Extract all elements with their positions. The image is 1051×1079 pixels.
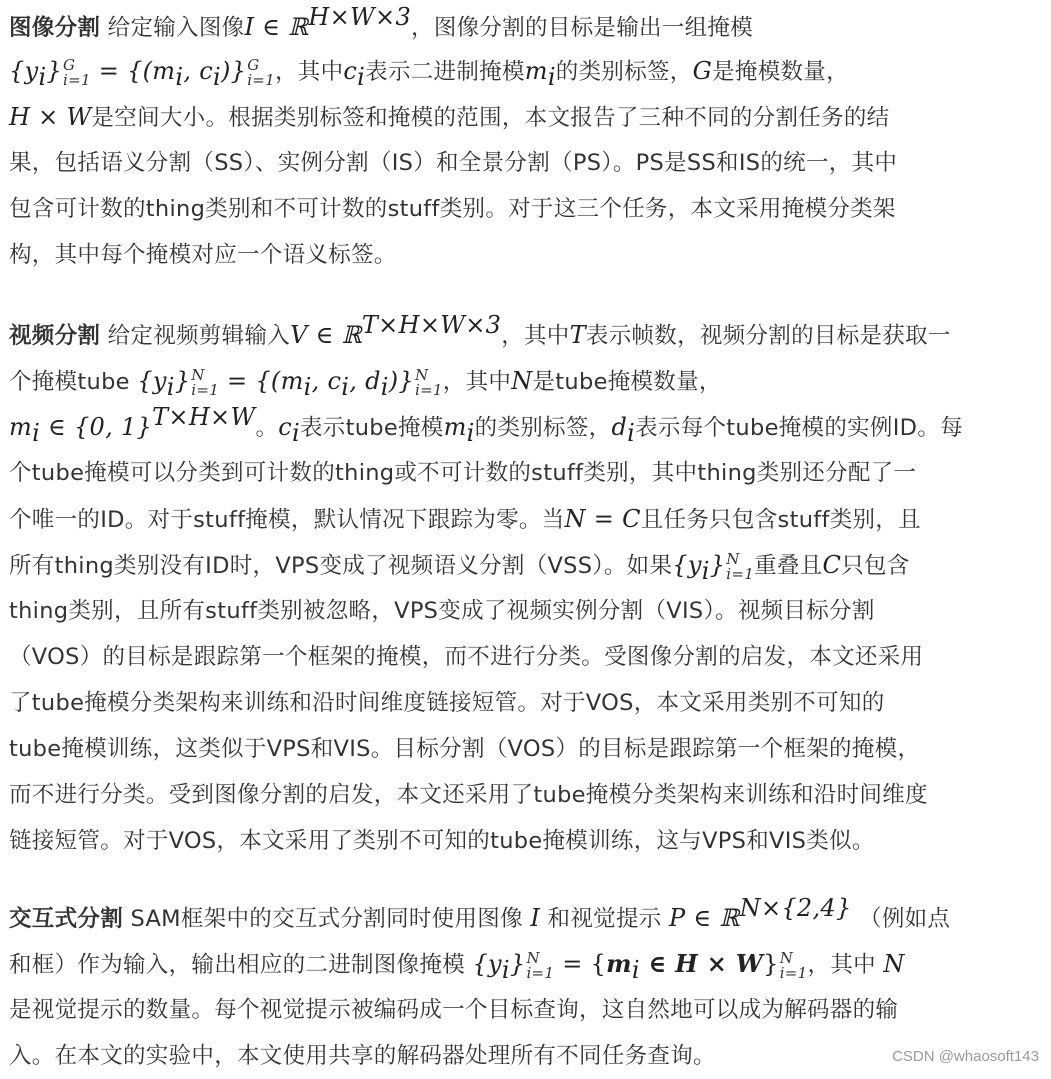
math-supsub	[191, 365, 220, 399]
math: c	[278, 413, 292, 441]
text: 表示每个tube掩模的实例ID。每	[635, 415, 963, 441]
sup: G	[247, 55, 260, 74]
math: ∈ H × W	[639, 949, 764, 978]
math: I ∈ ℝ	[244, 13, 309, 41]
heading-video-segmentation: 视频分割	[9, 323, 101, 349]
p1-line-3	[9, 94, 889, 140]
text: 和框）作为输入，输出相应的二进制图像掩模	[9, 952, 473, 978]
text: 个掩模tube	[9, 369, 138, 395]
math: = {(m	[219, 367, 304, 395]
text: 所有thing类别没有ID时，VPS变成了视频语义分割（VSS）。如果	[9, 553, 673, 579]
math: )}	[220, 57, 247, 85]
text: 重叠且	[754, 553, 823, 579]
text: 和视觉提示	[540, 906, 670, 932]
text: 给定视频剪辑输入	[100, 323, 291, 349]
math-sub: i	[175, 63, 184, 91]
math: I	[530, 904, 541, 932]
sup: N	[414, 365, 429, 384]
math: )}	[388, 367, 414, 395]
p2-line-6	[9, 542, 910, 588]
sup: N	[779, 948, 794, 967]
math-supsub	[526, 948, 555, 982]
text: 是tube掩模数量，	[532, 369, 722, 395]
math: V ∈ ℝ	[290, 321, 362, 349]
math-sub: i	[501, 956, 510, 984]
math-sub: i	[212, 63, 221, 91]
math-supsub	[779, 948, 808, 982]
sub: i=1	[779, 963, 808, 982]
sup: G	[63, 55, 76, 74]
math: }	[174, 367, 191, 395]
p2-line-7: thing类别，且所有stuff类别被忽略，VPS变成了视频实例分割（VIS）。视频目标分割	[9, 598, 875, 624]
math: , c	[183, 57, 213, 85]
sub: i=1	[726, 564, 755, 583]
math-sub: i	[166, 373, 175, 401]
text: 是掩模数量，	[712, 59, 849, 85]
math: G	[692, 57, 713, 85]
math: {y	[137, 367, 167, 395]
p3-line-4: 入。在本文的实验中，本文使用共享的解码器处理所有不同任务查询。	[9, 1043, 716, 1069]
text: 。	[255, 415, 279, 441]
p2-line-5	[9, 496, 921, 542]
text: 表示帧数，视频分割的目标是获取一	[585, 323, 951, 349]
math: c	[343, 57, 358, 85]
p1-line-2	[9, 48, 849, 94]
math-supsub	[726, 549, 755, 583]
text: 的类别标签，	[555, 59, 693, 85]
p2-line-10: tube掩模训练，这类似于VPS和VIS。目标分割（VOS）的目标是跟踪第一个框架的掩模，	[9, 736, 921, 762]
math-supsub	[63, 55, 91, 89]
math: ∈ {0, 1}	[40, 413, 153, 441]
math: {y	[9, 57, 39, 85]
math-sub: i	[631, 956, 640, 984]
math: P ∈ ℝ	[669, 904, 740, 932]
text: ，其中	[442, 369, 512, 395]
p3-line-2	[9, 941, 905, 987]
heading-interactive-segmentation: 交互式分割	[9, 906, 124, 932]
text: ，图像分割的目标是输出一组掩模	[411, 15, 754, 41]
text: ，其中	[275, 59, 344, 85]
math-sub: i	[32, 419, 41, 447]
text: （例如点	[851, 906, 951, 932]
text: ，其中	[807, 952, 884, 978]
math: m	[443, 413, 467, 441]
math: m	[524, 57, 548, 85]
math-sub: i	[466, 419, 475, 447]
sub: i=1	[414, 380, 443, 399]
p2-line-9: 了tube掩模分类架构来训练和沿时间维度链接短管。对于VOS，本文采用类别不可知的	[9, 690, 885, 716]
math-sub: i	[547, 63, 556, 91]
p3-line-1	[9, 895, 950, 941]
math: C	[822, 551, 842, 579]
math: = {(m	[90, 57, 176, 85]
math-sup: T×H×W	[152, 403, 256, 431]
p3-line-3: 是视觉提示的数量。每个视觉提示被编码成一个目标查询，这自然地可以成为解码器的输	[9, 997, 899, 1023]
math: N	[511, 367, 533, 395]
math-sub: i	[701, 557, 710, 585]
math: }	[509, 950, 526, 978]
text: 表示tube掩模	[299, 415, 444, 441]
math-sub: i	[341, 373, 350, 401]
math: H × W	[9, 103, 92, 131]
text: 表示二进制掩模	[365, 59, 525, 85]
math-sub: i	[357, 63, 366, 91]
sub: i=1	[191, 380, 220, 399]
math: = {	[554, 950, 607, 978]
text: 且任务只包含stuff类别，且	[640, 507, 921, 533]
sub: i=1	[526, 963, 555, 982]
sub: i=1	[247, 70, 275, 89]
p2-line-2	[9, 358, 722, 404]
sub: i=1	[63, 70, 91, 89]
text: 个唯一的ID。对于stuff掩模，默认情况下跟踪为零。当	[9, 507, 565, 533]
math: }	[46, 57, 62, 85]
p2-line-8: （VOS）的目标是跟踪第一个框架的掩模，而不进行分类。受图像分割的启发，本文还采用	[9, 644, 924, 670]
math: d	[611, 413, 628, 441]
math: , d	[349, 367, 381, 395]
math: N	[883, 950, 905, 978]
text: 是空间大小。根据类别标签和掩模的范围，本文报告了三种不同的分割任务的结	[91, 105, 890, 131]
math: m	[9, 413, 33, 441]
sup: N	[191, 365, 205, 384]
text: ，其中	[501, 323, 570, 349]
math: T	[569, 321, 586, 349]
math-supsub	[247, 55, 275, 89]
text: 给定输入图像	[100, 15, 245, 41]
p2-line-3	[9, 404, 963, 450]
math-sub: i	[627, 419, 636, 447]
p2-line-4: 个tube掩模可以分类到可计数的thing或不可计数的stuff类别，其中thing类别还分配了一	[9, 460, 917, 486]
p1-line-1	[9, 4, 753, 50]
math-sub: i	[380, 373, 389, 401]
math: m	[606, 949, 632, 978]
p1-line-5: 包含可计数的thing类别和不可计数的stuff类别。对于这三个任务，本文采用掩模分类架	[9, 196, 896, 222]
math: {y	[672, 551, 702, 579]
sup: N	[526, 948, 540, 967]
sup: N	[726, 549, 740, 568]
math: , c	[311, 367, 342, 395]
math-sup: T×H×W×3	[361, 311, 502, 339]
math-supsub	[414, 365, 443, 399]
math: }	[709, 551, 726, 579]
text: SAM框架中的交互式分割同时使用图像	[123, 906, 531, 932]
p1-line-4: 果，包括语义分割（SS）、实例分割（IS）和全景分割（PS）。PS是SS和IS的统一，其中	[9, 150, 898, 176]
math-sup: H×W×3	[308, 3, 412, 31]
p2-line-1	[9, 312, 951, 358]
math: {y	[472, 950, 502, 978]
math: }	[763, 950, 779, 978]
math-sub: i	[292, 419, 300, 447]
p1-line-6: 构，其中每个掩模对应一个语义标签。	[9, 242, 397, 268]
text: 只包含	[841, 553, 910, 579]
math-sub: i	[38, 63, 47, 91]
math: N = C	[564, 505, 641, 533]
csdn-watermark: CSDN @whaosoft143	[892, 1048, 1039, 1065]
p2-line-11: 而不进行分类。受到图像分割的启发，本文还采用了tube掩模分类架构来训练和沿时间维度	[9, 782, 928, 808]
text: 的类别标签，	[474, 415, 612, 441]
p2-line-12: 链接短管。对于VOS，本文采用了类别不可知的tube掩模训练，这与VPS和VIS类似。	[9, 828, 875, 854]
math-sub: i	[303, 373, 312, 401]
math-sup: N×{2,4}	[739, 894, 852, 922]
heading-image-segmentation: 图像分割	[9, 15, 101, 41]
